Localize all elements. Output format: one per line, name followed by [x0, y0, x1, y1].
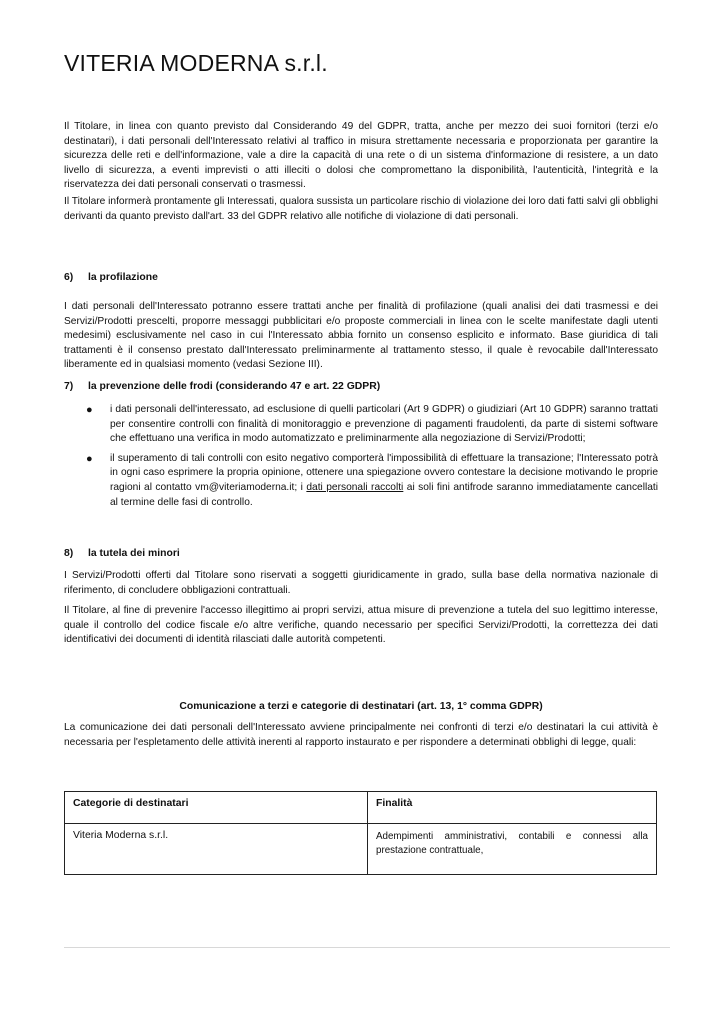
- communication-text: La comunicazione dei dati personali dell'Interessato avviene principalmente nei confronti di terzi e/o destinatari la cui attività è necessaria per l'espletamento delle attività inerenti al rapporto instaurato e per rispondere a determinati obblighi di legge, quali:: [64, 722, 658, 748]
- table-cell-purpose: Adempimenti amministrativi, contabili e connessi alla prestazione contrattuale,: [368, 824, 657, 875]
- section-8-paragraph-1: I Servizi/Prodotti offerti dal Titolare sono riservati a soggetti giuridicamente in grado, sulla base della normativa nazionale di riferimento, di concludere obbligazioni contrattuali.: [64, 570, 658, 596]
- table-header-categories: Categorie di destinatari: [65, 792, 368, 824]
- company-title: VITERIA MODERNA s.r.l.: [64, 50, 328, 76]
- section-7-bullet-2-tail: ai soli fini antifrode saranno immediatamente cancellati al termine delle fasi di controllo.: [110, 481, 659, 508]
- section-7-bullet-2-text: il superamento di tali controlli con esito negativo comporterà l'impossibilità di effettuare la transazione; l'Interessato potrà in ogni caso esprimere la propria opinione, ottenere una spiegazione ovvero contestare la decisione motivando le proprie ragioni al contatto vm@viteriamoderna.it; i: [110, 452, 658, 493]
- recipients-table: [64, 791, 657, 875]
- intro-paragraph-1: Il Titolare, in linea con quanto previsto dal Considerando 49 del GDPR, tratta, anche per mezzo dei suoi fornitori (terzi e/o destinatari), i dati personali dell'Interessato relativi al traffico in misura strettamente necessaria e proporzionata per garantire la sicurezza delle reti e dell'informazione, vale a dire la capacità di una rete o di un sistema d'informazione di resistere, a un dato livello di sicurezza, a eventi imprevisti o atti illeciti o dolosi che compromettano la disponibilità, l'autenticità, l'integrità e la riservatezza dei dati personali conservati o trasmessi.: [64, 121, 658, 191]
- table-cell-recipient: Viteria Moderna s.r.l.: [65, 824, 368, 875]
- bullet-icon: ●: [86, 404, 93, 416]
- section-8-paragraph-2: Il Titolare, al fine di prevenire l'accesso illegittimo ai propri servizi, attua misure di prevenzione a tutela del suo legittimo interesse, quale il controllo del codice fiscale e/o altre verifiche, quando necessario per specifici Servizi/Prodotti, la correttezza dei dati identificativi dei documenti di identità rilasciati dalle autorità competenti.: [64, 605, 658, 646]
- section-8-heading: [64, 548, 180, 559]
- section-8-title: la tutela dei minori: [88, 548, 180, 559]
- table-header-purpose: Finalità: [368, 792, 657, 824]
- table-row: [65, 824, 657, 875]
- section-7-bullet-list: [84, 403, 658, 510]
- section-6-text: I dati personali dell'Interessato potranno essere trattati anche per finalità di profilazione (quali analisi dei dati trasmessi e dei Servizi/Prodotti prescelti, proporre messaggi pubblicitari e/o proposte commerciali in linea con le scelte manifestate dagli utenti medesimi) esclusivamente nel caso in cui l'Interessato abbia fornito un consenso esplicito e informato. Base giuridica di tali trattamenti è il consenso prestato dall'Interessato preliminarmente al trattamento stesso, il quale è revocabile dall'Interessato liberamente ed in qualsiasi momento (vedasi Sezione III).: [64, 301, 658, 371]
- section-8-number: 8): [64, 548, 74, 559]
- footer-divider: [64, 947, 670, 948]
- intro-paragraph-2: Il Titolare informerà prontamente gli Interessati, qualora sussista un particolare rischio di violazione dei loro dati fatti salvi gli obblighi derivanti da quanto previsto dall'art. 33 del GDPR relativo alle notifiche di violazione di dati personali.: [64, 196, 659, 222]
- section-6-number: 6): [64, 272, 74, 283]
- bullet-icon: ●: [86, 452, 93, 465]
- list-item: [84, 452, 658, 510]
- list-item: [84, 403, 658, 447]
- communication-heading: Comunicazione a terzi e categorie di destinatari (art. 13, 1° comma GDPR): [179, 701, 543, 712]
- section-7-title: la prevenzione delle frodi (considerando 47 e art. 22 GDPR): [88, 381, 381, 392]
- table-header-row: [65, 792, 657, 824]
- section-6-title: la profilazione: [88, 272, 158, 283]
- section-7-heading: [64, 381, 380, 392]
- section-7-number: 7): [64, 381, 74, 392]
- personal-data-link[interactable]: dati personali raccolti: [306, 481, 404, 493]
- section-7-bullet-1-text: i dati personali dell'interessato, ad esclusione di quelli particolari (Art 9 GDPR) o giudiziari (Art 10 GDPR) saranno trattati per consentire controlli con finalità di monitoraggio e prevenzione di pagamenti fraudolenti, da parte di sistemi software che effettuano una verifica in modo automatizzato e preliminarmente alla negoziazione di Servizi/Prodotti;: [110, 404, 658, 445]
- section-6-heading: [64, 272, 158, 283]
